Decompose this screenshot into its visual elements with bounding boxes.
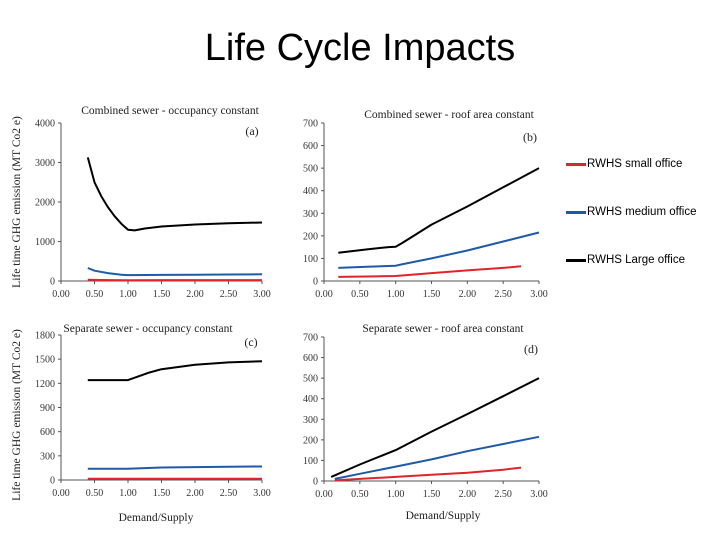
- y-tick-label: 300: [303, 414, 318, 426]
- panel-title: Separate sewer - roof area constant: [362, 323, 524, 335]
- x-tick-label: 0.00: [315, 489, 333, 500]
- slide-title: Life Cycle Impacts: [204, 27, 516, 69]
- x-tick-label: 0.50: [85, 488, 104, 499]
- y-tick-label: 600: [40, 427, 55, 439]
- y-axis-title-bottom: Life time GHG emission (MT Co2 e): [11, 329, 23, 501]
- panel-a: [35, 105, 271, 300]
- y-tick-label: 0: [313, 476, 318, 488]
- legend-label-large-office: RWHS Large office: [587, 254, 686, 266]
- panel-title: Combined sewer - roof area constant: [364, 109, 534, 121]
- x-tick-label: 1.00: [119, 289, 137, 300]
- panel-letter: (d): [524, 342, 538, 356]
- y-tick-label: 500: [303, 373, 318, 385]
- y-tick-label: 400: [303, 186, 318, 198]
- panel-b: [303, 109, 548, 300]
- y-tick-label: 0: [313, 276, 318, 288]
- y-tick-label: 1500: [35, 354, 55, 366]
- legend-label-medium-office: RWHS medium office: [587, 206, 697, 218]
- y-tick-label: 300: [40, 451, 55, 463]
- panel-c: [35, 323, 271, 499]
- panel-letter: (c): [244, 335, 258, 349]
- y-tick-label: 200: [303, 435, 318, 447]
- series-line-rwhs-medium-office: [88, 467, 262, 469]
- legend-item-small-office: [566, 140, 720, 188]
- x-tick-label: 0.00: [52, 289, 70, 300]
- legend-swatch-small-office: [566, 163, 586, 166]
- x-tick-label: 0.50: [351, 489, 369, 500]
- y-tick-label: 0: [50, 475, 55, 487]
- x-tick-label: 2.00: [458, 489, 477, 500]
- x-tick-label: 2.00: [458, 289, 477, 300]
- x-tick-label: 2.50: [219, 289, 238, 300]
- x-tick-label: 2.00: [186, 488, 204, 499]
- x-tick-label: 1.50: [152, 488, 171, 499]
- x-tick-label: 0.50: [351, 289, 369, 300]
- y-tick-label: 900: [40, 403, 55, 414]
- x-tick-label: 2.50: [494, 289, 512, 300]
- y-tick-label: 2000: [35, 197, 55, 209]
- x-tick-label: 2.50: [494, 489, 512, 500]
- series-line-rwhs-medium-office: [335, 437, 539, 479]
- legend-swatch-medium-office: [566, 211, 586, 214]
- x-tick-label: 1.50: [422, 489, 441, 500]
- x-axis-title-left: Demand/Supply: [118, 512, 194, 524]
- legend-item-medium-office: [566, 188, 720, 236]
- series-line-rwhs-large-office: [88, 157, 262, 230]
- y-tick-label: 1800: [35, 330, 55, 342]
- legend: [566, 140, 720, 284]
- series-line-rwhs-large-office: [88, 361, 262, 380]
- y-tick-label: 400: [303, 394, 318, 406]
- x-tick-label: 0.00: [52, 488, 70, 499]
- y-tick-label: 0: [50, 276, 55, 288]
- y-tick-label: 700: [303, 332, 318, 344]
- y-tick-label: 1000: [35, 237, 55, 248]
- panel-title: Separate sewer - occupancy constant: [63, 323, 233, 335]
- y-tick-label: 4000: [35, 118, 55, 130]
- x-tick-label: 1.00: [386, 489, 405, 500]
- y-tick-label: 1200: [35, 378, 55, 390]
- y-tick-label: 500: [303, 163, 318, 175]
- y-tick-label: 600: [303, 141, 318, 153]
- x-tick-label: 3.00: [253, 488, 271, 499]
- x-tick-label: 1.50: [152, 289, 171, 300]
- x-axis-title-right: Demand/Supply: [405, 510, 481, 522]
- series-line-rwhs-medium-office: [88, 268, 262, 275]
- x-tick-label: 3.00: [530, 489, 548, 500]
- y-axis-title-top: Life time GHG emission (MT Co2 e): [11, 116, 23, 288]
- x-tick-label: 1.50: [422, 289, 441, 300]
- x-tick-label: 2.50: [219, 488, 238, 499]
- panel-letter: (b): [523, 130, 537, 144]
- x-tick-label: 3.00: [253, 289, 271, 300]
- legend-label-small-office: RWHS small office: [587, 158, 683, 170]
- legend-item-large-office: [566, 236, 720, 284]
- x-tick-label: 2.00: [186, 289, 204, 300]
- x-tick-label: 1.00: [386, 289, 405, 300]
- y-tick-label: 300: [303, 208, 318, 220]
- panel-letter: (a): [245, 124, 259, 138]
- y-tick-label: 700: [303, 118, 318, 130]
- panel-title: Combined sewer - occupancy constant: [81, 105, 259, 117]
- legend-swatch-large-office: [566, 259, 586, 262]
- y-tick-label: 100: [303, 253, 318, 265]
- y-tick-label: 600: [303, 353, 318, 365]
- series-line-rwhs-large-office: [331, 378, 539, 477]
- x-tick-label: 0.00: [315, 289, 333, 300]
- panel-d: [303, 323, 548, 500]
- x-tick-label: 1.00: [119, 488, 137, 499]
- x-tick-label: 3.00: [530, 289, 548, 300]
- x-tick-label: 0.50: [85, 289, 104, 300]
- y-tick-label: 100: [303, 455, 318, 467]
- y-tick-label: 3000: [35, 158, 55, 169]
- series-line-rwhs-small-office: [338, 266, 521, 277]
- y-tick-label: 200: [303, 231, 318, 243]
